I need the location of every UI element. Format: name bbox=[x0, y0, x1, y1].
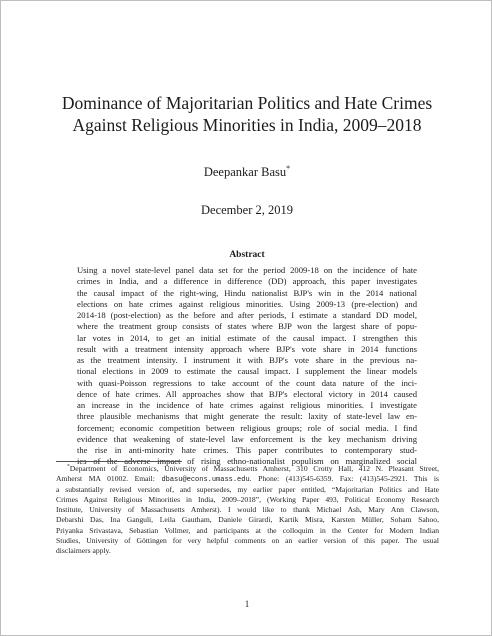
abstract-line: ies of the adverse impact of rising ethno-nationalist populism on marginalized social bbox=[77, 456, 417, 467]
abstract-line: result with a treatment intensity approach where BJP's vote share in 2014 functions bbox=[77, 343, 417, 354]
page-number: 1 bbox=[244, 599, 250, 609]
abstract-line: evidence that weakening of state-level law enforcement is the key mechanism driving bbox=[77, 433, 417, 444]
author-email-link[interactable]: dbasu@econs.umass.edu bbox=[161, 476, 250, 485]
footnote-line: *Department of Economics, University of Massachusetts Amherst, 310 Crotty Hall, 412 N. Pleasant Street, bbox=[67, 464, 439, 473]
abstract-line: an increase in the incidence of hate crimes against religious minorities. I investigate bbox=[77, 400, 417, 410]
abstract-line: as the treatment intensity. I instrument it with BJP's vote share in the previous na- bbox=[77, 355, 417, 365]
paper-date: December 2, 2019 bbox=[201, 203, 293, 217]
footnote-line: Institute, University of Massachusetts Amherst). I would like to thank Michael Ash, Mary Ann Clawson, bbox=[56, 505, 439, 515]
footnote-line: Priyanka Srivastava, Sebastian Vollmer, and participants at the colloquim in the Center for Modern Indian bbox=[56, 525, 439, 535]
abstract-line: dence of hate crimes. All approaches show that BJP's electoral victory in 2014 caused bbox=[77, 388, 417, 399]
abstract-line: where the treatment group consists of states where BJP won the largest share of popu- bbox=[77, 321, 417, 332]
abstract-line: the rise in anti-minority hate crimes. This paper contributes to contemporary stud- bbox=[77, 445, 417, 455]
footnote-line: Studies, University of Göttingen for very helpful comments on an earlier version of this paper. The usual bbox=[56, 536, 439, 546]
paper-title bbox=[41, 92, 453, 136]
abstract-heading: Abstract bbox=[229, 250, 265, 260]
abstract-line: tional elections in 2009 to estimate the causal impact. I supplement the linear models bbox=[77, 366, 417, 377]
author-name-text: Deepankar Basu bbox=[203, 165, 287, 179]
title-line-2: Against Religious Minorities in India, 2009–2018 bbox=[72, 115, 422, 135]
abstract-line: the causal impact of the right-wing, Hindu nationalist BJP's win in the 2014 national bbox=[77, 287, 417, 298]
abstract-line: crimes in India, and a difference in difference (DD) approach, this paper investigates bbox=[77, 276, 417, 287]
abstract-line: elections on hate crimes against religious minorities. Using 2009-13 (pre-election) and bbox=[77, 298, 417, 309]
abstract-line: 2014-18 (post-election) as the before and after periods, I estimate a standard DD model, bbox=[77, 310, 417, 320]
author-footnote-mark: * bbox=[286, 163, 291, 173]
footnote-mark: * bbox=[67, 464, 70, 470]
abstract-line: Using a novel state-level panel data set for the period 2009-18 on the incidence of hate bbox=[77, 265, 417, 275]
abstract-line: lar votes in 2014, to get an initial estimate of the causal impact. I strengthen this bbox=[77, 332, 417, 343]
footnote-line: Amherst MA 01002. Email: dbasu@econs.umass.edu. Phone: (413)545-6359. Fax: (413)545-2921. This is bbox=[56, 474, 439, 485]
abstract-line: with quasi-Poisson regressions to take account of the count data nature of the inci- bbox=[77, 377, 417, 388]
author-name bbox=[1, 165, 492, 180]
footnote-line: Crimes Against Religious Minorities in India, 2009–2018”, (Working Paper 493, Political Economy Research bbox=[56, 494, 439, 504]
footnote-line: a substantially revised version of, and supersedes, my earlier paper entitled, “Majoritarian Politics and Hate bbox=[56, 484, 439, 494]
title-line-1: Dominance of Majoritarian Politics and Hate Crimes bbox=[61, 93, 433, 113]
abstract-body bbox=[77, 265, 417, 468]
abstract-line: three plausible mechanisms that might generate the result: laxity of state-level law en- bbox=[77, 411, 417, 422]
author-footnote bbox=[56, 464, 439, 557]
footnote-line: Debarshi Das, Ina Ganguli, Leila Gautham, Daniele Girardi, Kartik Misra, Karsten Müller, Soham Sahoo, bbox=[56, 515, 439, 525]
abstract-line: forcement; economic competition between religious groups; role of social media. I find bbox=[77, 422, 417, 433]
footnote-rule bbox=[56, 461, 182, 462]
footnote-line: disclaimers apply. bbox=[56, 546, 111, 556]
